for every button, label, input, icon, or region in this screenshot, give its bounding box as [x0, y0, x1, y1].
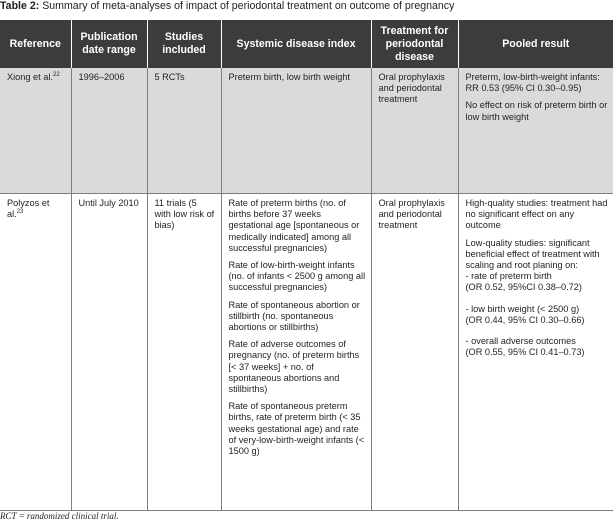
meta-analysis-table: [0, 20, 613, 511]
cell-index: [221, 68, 371, 194]
result-line: No effect on risk of preterm birth or low birth weight: [465, 100, 608, 122]
table-row: [0, 194, 613, 511]
header-row: [0, 20, 613, 68]
reference-sup: 22: [52, 72, 60, 78]
reference-sup: 23: [16, 209, 24, 216]
col-header-studies: Studies included: [147, 20, 221, 68]
col-header-reference: Reference: [0, 20, 71, 68]
result-line: Preterm, low-birth-weight infants:: [465, 72, 600, 82]
index-item: Rate of adverse outcomes of pregnancy (no. of preterm births [< 37 weeks] + no. of spontaneous abortions and stillbirths): [228, 339, 360, 395]
cell-treatment: Oral prophylaxis and periodontal treatment: [371, 68, 458, 194]
result-line: (OR 0.55, 95% CI 0.41–0.73): [465, 347, 585, 358]
result-line: (OR 0.44, 95% CI 0.30–0.66): [465, 314, 585, 325]
cell-studies: 11 trials (5 with low risk of bias): [147, 194, 221, 511]
col-header-result: Pooled result: [458, 20, 613, 68]
reference-text: Xiong et al.: [7, 72, 53, 82]
result-line: - rate of preterm birth: [465, 271, 552, 282]
col-header-date-range: Publication date range: [71, 20, 147, 68]
table-row: [0, 68, 613, 194]
cell-result: [458, 194, 613, 511]
cell-studies: 5 RCTs: [147, 68, 221, 194]
table-caption: [0, 0, 454, 12]
caption-text: Summary of meta-analyses of impact of periodontal treatment on outcome of pregnancy: [42, 0, 455, 12]
reference-text: Polyzos et al.: [7, 198, 50, 220]
result-line: - low birth weight (< 2500 g): [465, 303, 580, 314]
cell-result: [458, 68, 613, 194]
cell-index: [221, 194, 371, 511]
result-line: Low-quality studies: significant beneficial effect of treatment with scaling and root planing on:: [465, 237, 600, 271]
index-item: Preterm birth, low birth weight: [228, 72, 351, 82]
index-item: Rate of low-birth-weight infants (no. of infants < 2500 g among all successful pregnancies): [228, 260, 366, 293]
cell-date-range: 1996–2006: [71, 68, 147, 194]
cell-treatment: Oral prophylaxis and periodontal treatment: [371, 194, 458, 511]
index-item: Rate of preterm births (no. of births before 37 weeks gestational age [spontaneous or medically indicated] among all successful pregnancies): [228, 198, 360, 253]
col-header-treatment: Treatment for periodontal disease: [371, 20, 458, 68]
cell-date-range: Until July 2010: [71, 194, 147, 511]
result-line: RR 0.53 (95% CI 0.30–0.95): [465, 83, 582, 94]
result-line: - overall adverse outcomes: [465, 336, 576, 347]
cell-reference: [0, 68, 71, 194]
result-line: (OR 0.52, 95%CI 0.38–0.72): [465, 282, 582, 293]
caption-label: Table 2:: [0, 0, 40, 12]
cell-reference: [0, 194, 71, 511]
table-footnote: RCT = randomized clinical trial.: [0, 511, 119, 521]
index-item: Rate of spontaneous abortion or stillbirth (no. spontaneous abortions or stillbirths): [228, 299, 360, 333]
index-item: Rate of spontaneous preterm births, rate of preterm birth (< 35 weeks gestational age) and rate of very-low-birth-weight infants (< 1500 g): [228, 401, 365, 457]
result-line: High-quality studies: treatment had no significant effect on any outcome: [465, 198, 608, 231]
col-header-index: Systemic disease index: [221, 20, 371, 68]
